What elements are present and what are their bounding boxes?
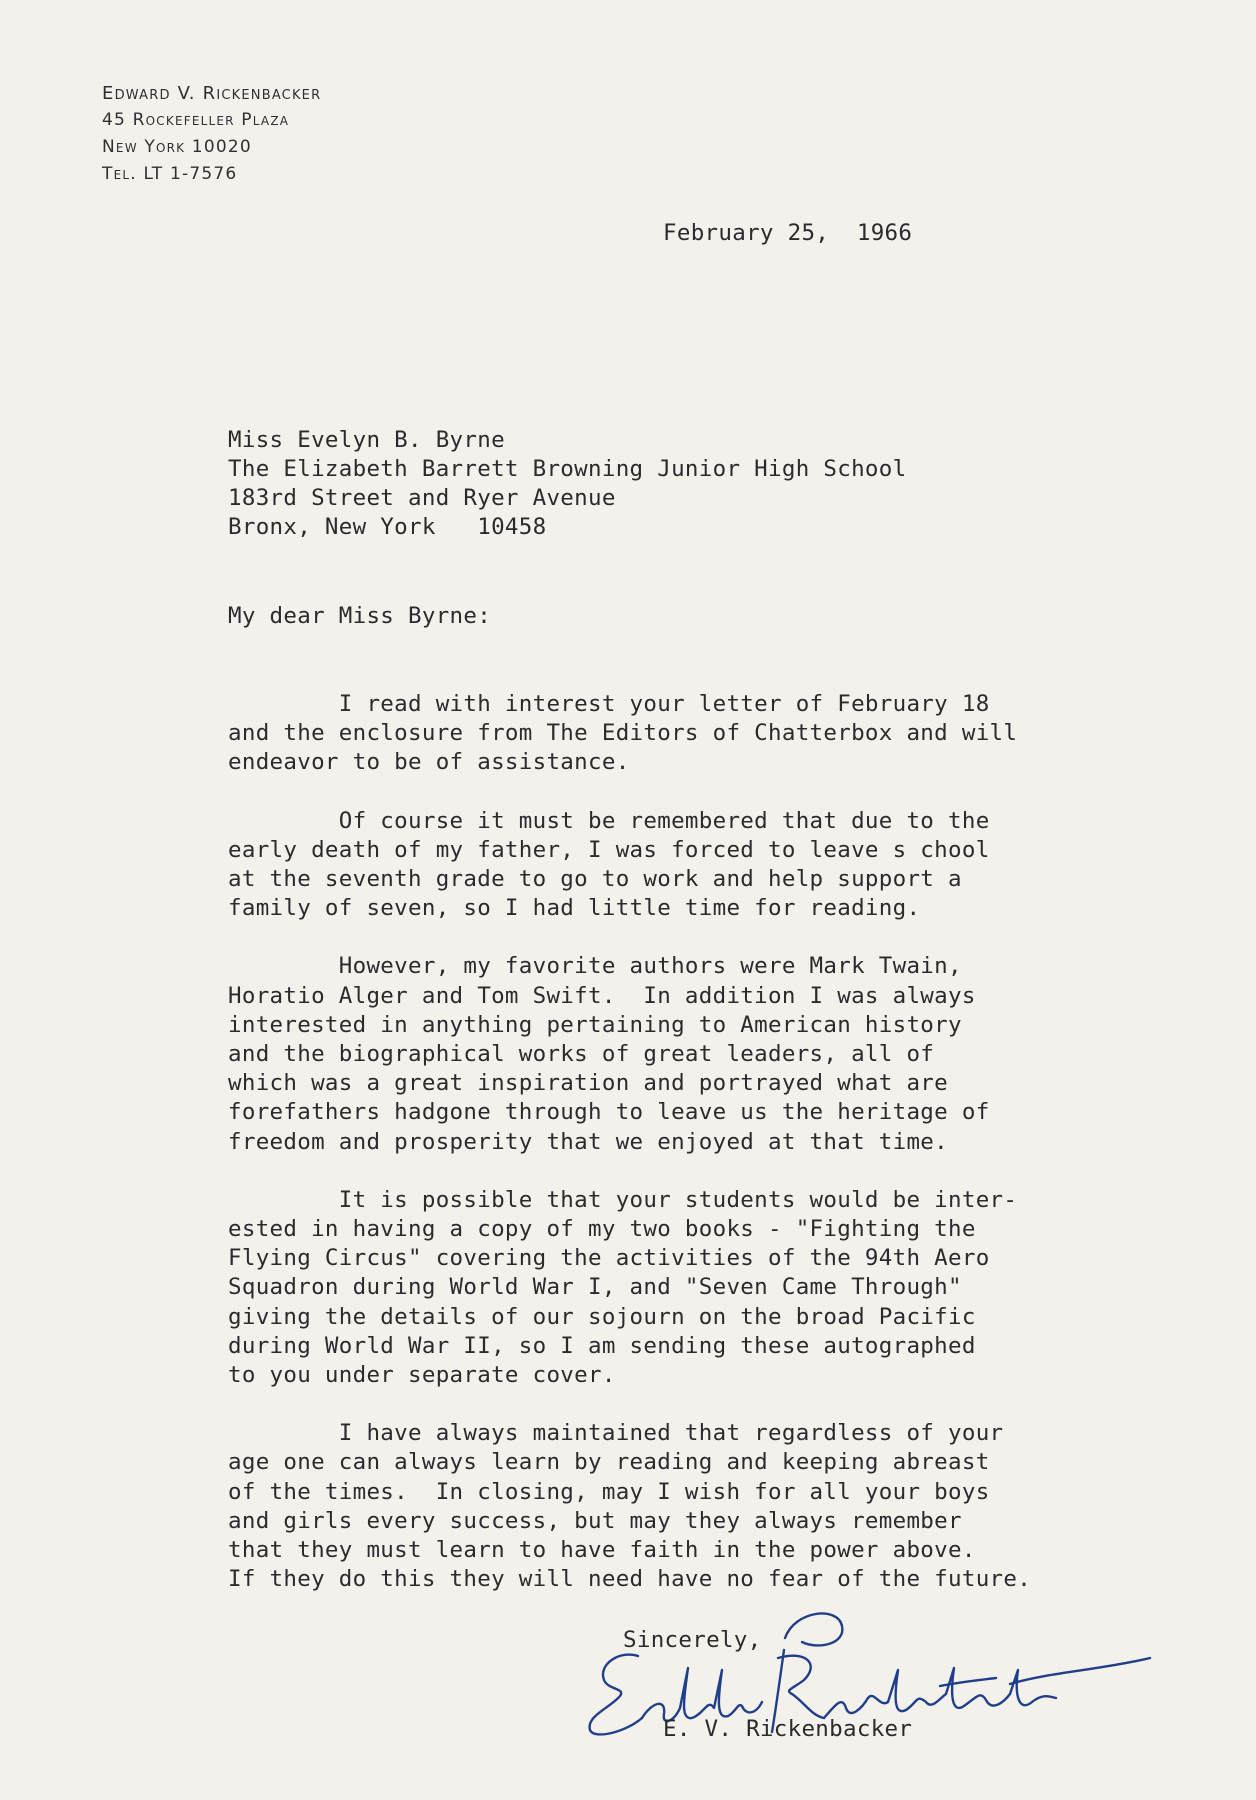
- paragraph-line: during World War II, so I am sending these autographed: [228, 1332, 976, 1359]
- paragraph-line: age one can always learn by reading and keeping abreast: [228, 1449, 990, 1476]
- recipient-school: The Elizabeth Barrett Browning Junior High School: [228, 456, 907, 482]
- paragraph-line: I have always maintained that regardless of your: [228, 1420, 1004, 1447]
- paragraph-line: and the biographical works of great leaders, all of: [228, 1041, 935, 1068]
- paragraph-line: family of seven, so I had little time for reading.: [228, 895, 921, 922]
- paragraph-line: Horatio Alger and Tom Swift. In addition I was always: [228, 982, 976, 1009]
- letterhead: [102, 80, 321, 188]
- signer-name: E. V. Rickenbacker: [663, 1716, 913, 1742]
- letterhead-name: Edward V. Rickenbacker: [102, 83, 322, 104]
- paragraph-line: It is possible that your students would be inter-: [228, 1186, 1018, 1213]
- paragraph-line: of the times. In closing, may I wish for all your boys: [228, 1478, 990, 1505]
- paragraph-line: If they do this they will need have no fear of the future.: [228, 1566, 1032, 1593]
- paragraph-line: giving the details of our sojourn on the broad Pacific: [228, 1303, 976, 1330]
- paragraph-line: and girls every success, but may they always remember: [228, 1507, 962, 1534]
- paragraph-line: interested in anything pertaining to American history: [228, 1011, 962, 1038]
- letterhead-phone: Tel. LT 1-7576: [102, 164, 238, 184]
- paragraph-line: However, my favorite authors were Mark Twain,: [228, 953, 962, 980]
- paragraph-line: ested in having a copy of my two books - "Fighting the: [228, 1216, 976, 1243]
- body-paragraph: [228, 1419, 1108, 1594]
- recipient-street: 183rd Street and Ryer Avenue: [228, 485, 616, 511]
- paragraph-line: Squadron during World War I, and "Seven Came Through": [228, 1274, 962, 1301]
- inside-address: [228, 426, 906, 542]
- body-paragraph: [228, 952, 1108, 1156]
- paragraph-line: early death of my father, I was forced to leave s chool: [228, 836, 990, 863]
- recipient-city: Bronx, New York 10458: [228, 514, 547, 540]
- paragraph-line: and the enclosure from The Editors of Chatterbox and will: [228, 720, 1018, 747]
- paragraph-line: endeavor to be of assistance.: [228, 749, 630, 776]
- paragraph-line: Of course it must be remembered that due to the: [228, 807, 990, 834]
- salutation: My dear Miss Byrne:: [228, 603, 492, 629]
- paragraph-line: forefathers hadgone through to leave us the heritage of: [228, 1099, 990, 1126]
- paragraph-line: freedom and prosperity that we enjoyed at that time.: [228, 1128, 948, 1155]
- paragraph-line: that they must learn to have faith in the power above.: [228, 1537, 976, 1564]
- paragraph-line: I read with interest your letter of February 18: [228, 691, 990, 717]
- paragraph-line: at the seventh grade to go to work and help support a: [228, 866, 962, 893]
- paragraph-line: to you under separate cover.: [228, 1362, 616, 1389]
- closing: Sincerely,: [623, 1627, 762, 1653]
- body-paragraph: [228, 1186, 1108, 1390]
- recipient-name: Miss Evelyn B. Byrne: [228, 427, 505, 453]
- paragraph-line: Flying Circus" covering the activities of the 94th Aero: [228, 1245, 990, 1272]
- letterhead-city: New York 10020: [102, 137, 252, 157]
- letter-date: February 25, 1966: [663, 220, 913, 246]
- paragraph-line: which was a great inspiration and portrayed what are: [228, 1070, 948, 1097]
- letterhead-street: 45 Rockefeller Plaza: [102, 110, 290, 130]
- letter-body: [228, 690, 1108, 1623]
- body-paragraph: [228, 690, 1108, 778]
- body-paragraph: [228, 807, 1108, 924]
